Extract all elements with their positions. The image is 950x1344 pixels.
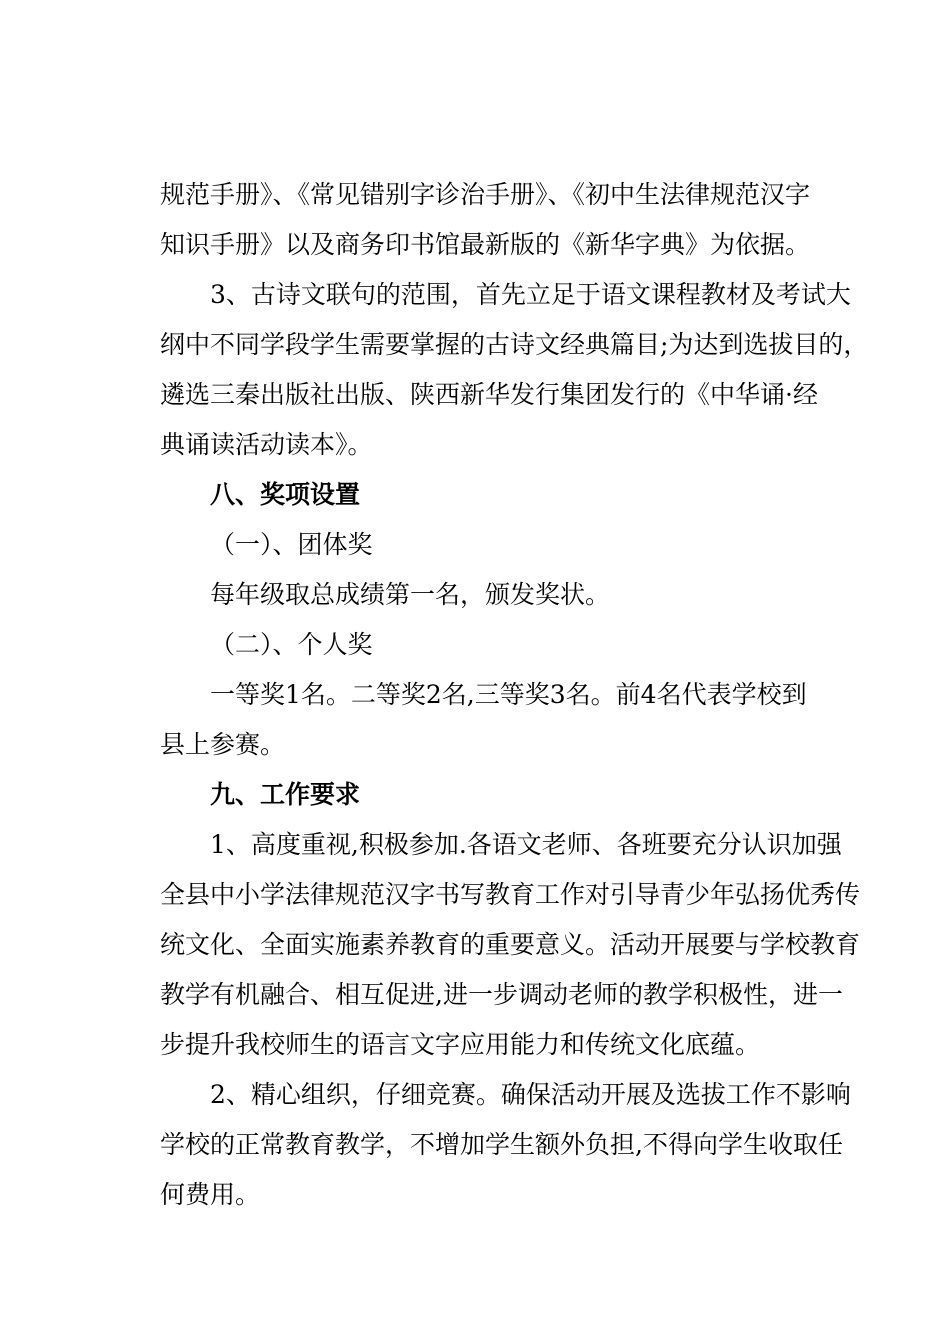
text-line: 规范手册》、《常见错别字诊治手册》、《初中生法律规范汉字 xyxy=(160,180,811,209)
text-line: 步提升我校师生的语言文字应用能力和传统文化底蕴。 xyxy=(160,1030,761,1059)
text-line: 2、精心组织，仔细竞赛。确保活动开展及选拔工作不影响 xyxy=(210,1080,851,1109)
subsection-heading-individual-award: （二）、个人奖 xyxy=(210,630,373,659)
text-line: 统文化、全面实施素养教育的重要意义。活动开展要与学校教育 xyxy=(160,930,861,959)
document-body xyxy=(160,170,869,1220)
text-line: 一等奖1名。二等奖2名,三等奖3名。前4名代表学校到 xyxy=(210,680,807,709)
text-line: 全县中小学法律规范汉字书写教育工作对引导青少年弘扬优秀传 xyxy=(160,880,861,909)
section-heading-awards: 八、奖项设置 xyxy=(210,480,361,509)
text-line: 县上参赛。 xyxy=(160,730,286,759)
text-line: 3、古诗文联句的范围，首先立足于语文课程教材及考试大 xyxy=(210,280,851,309)
text-line: 纲中不同学段学生需要掌握的古诗文经典篇目;为达到选拔目的， xyxy=(160,330,869,359)
text-line: 每年级取总成绩第一名，颁发奖状。 xyxy=(210,580,611,609)
text-line: 1、高度重视,积极参加.各语文老师、各班要充分认识加强 xyxy=(210,830,842,859)
text-line: 学校的正常教育教学，不增加学生额外负担,不得向学生收取任 xyxy=(160,1130,843,1159)
text-line: 知识手册》以及商务印书馆最新版的《新华字典》为依据。 xyxy=(160,230,811,259)
text-line: 遴选三秦出版社出版、陕西新华发行集团发行的《中华诵·经 xyxy=(160,380,818,409)
subsection-heading-team-award: （一）、团体奖 xyxy=(210,530,373,559)
text-line: 典诵读活动读本》。 xyxy=(160,430,373,459)
text-line: 教学有机融合、相互促进,进一步调动老师的教学积极性，进一 xyxy=(160,980,843,1009)
section-heading-work-requirements: 九、工作要求 xyxy=(210,780,361,809)
text-line: 何费用。 xyxy=(160,1180,261,1209)
